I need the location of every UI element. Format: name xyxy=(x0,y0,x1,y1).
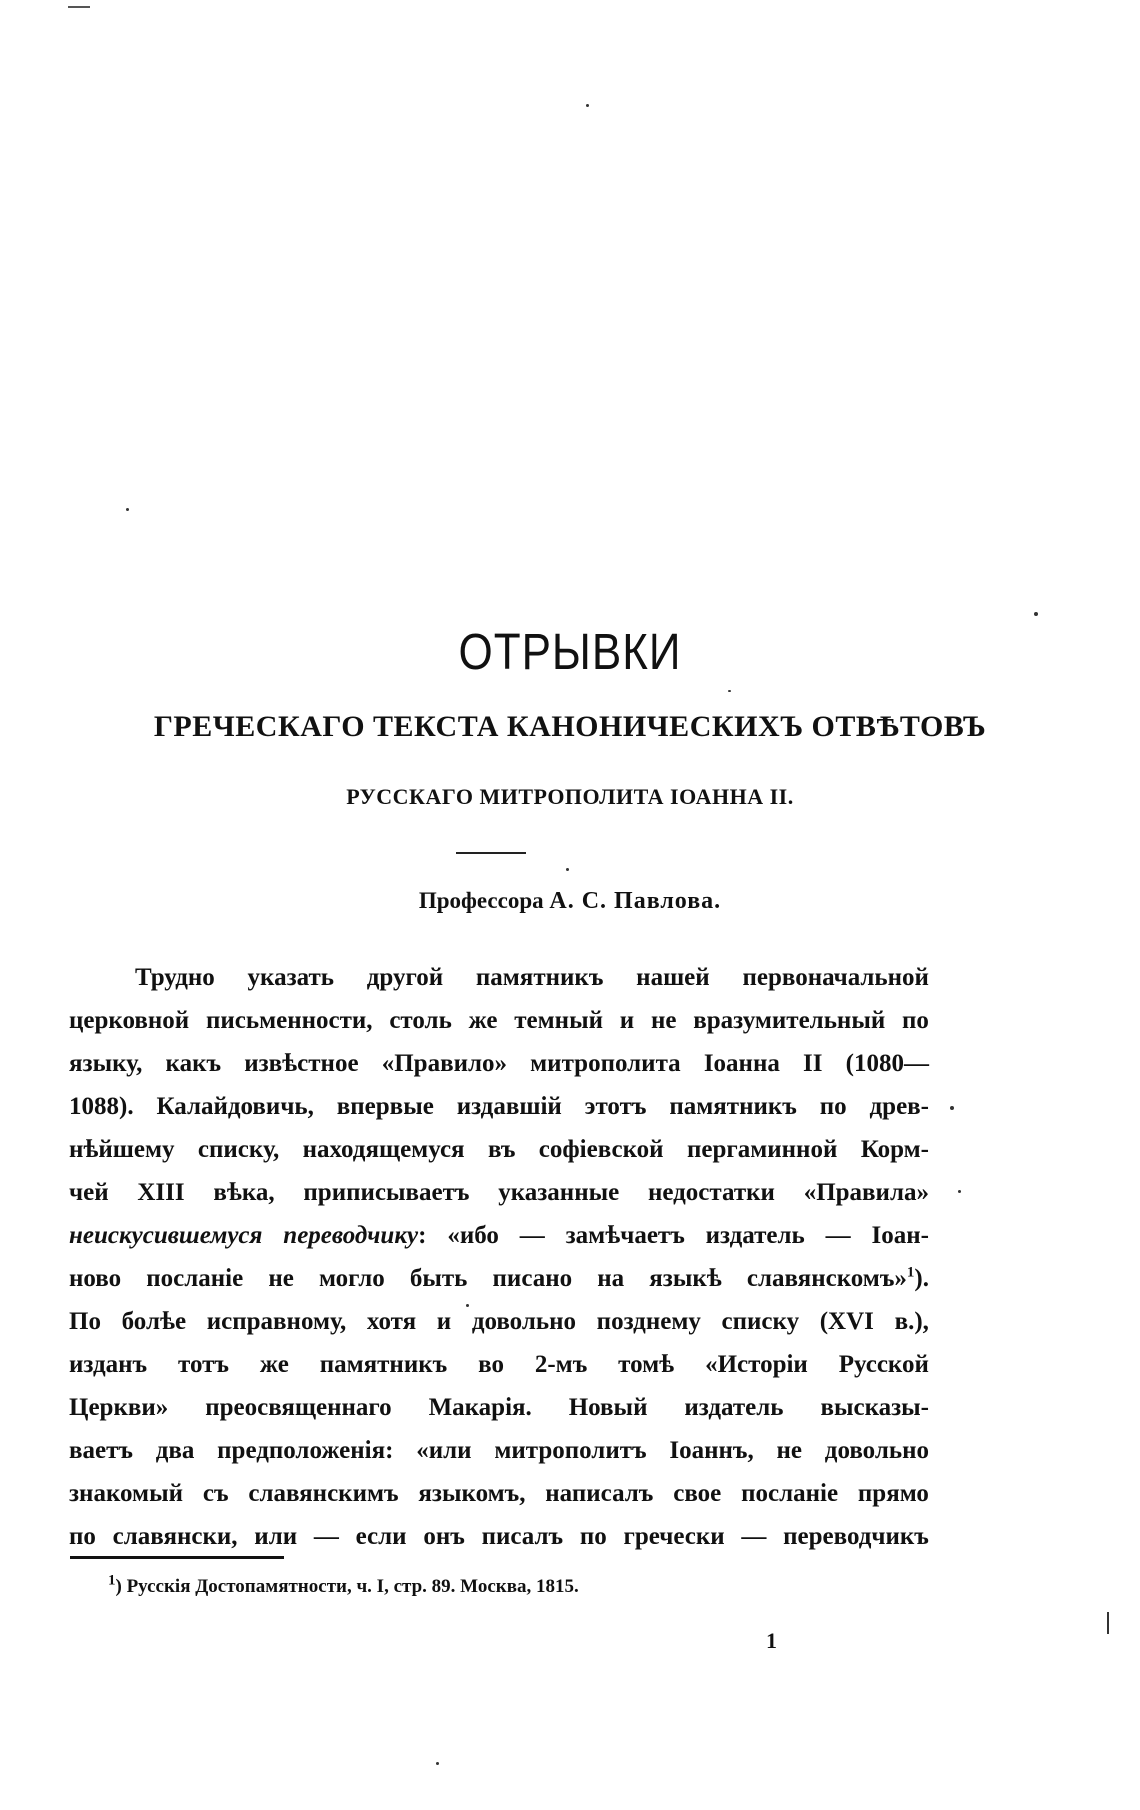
word: указать xyxy=(247,964,334,991)
word: древ- xyxy=(869,1093,929,1120)
word: переводчикъ xyxy=(783,1523,929,1550)
text-line xyxy=(69,1222,929,1265)
word: нашей xyxy=(636,964,710,991)
word: извѣстное xyxy=(244,1050,359,1077)
word: не xyxy=(776,1437,803,1464)
word: этотъ xyxy=(584,1093,647,1120)
word: списку xyxy=(721,1308,800,1335)
scan-speck xyxy=(728,690,731,692)
word: в.), xyxy=(894,1308,929,1335)
scan-speck xyxy=(436,1762,439,1765)
word: онъ xyxy=(423,1523,465,1550)
word: темный xyxy=(514,1007,603,1034)
page-subtitle: ГРЕЧЕСКАГО ТЕКСТА КАНОНИЧЕСКИХЪ ОТВѢТОВЪ xyxy=(153,710,987,743)
word: славянскомъ»$^1$). xyxy=(746,1264,929,1292)
footnote-marker: 1 xyxy=(108,1572,116,1589)
scan-speck xyxy=(1034,612,1038,616)
word: Трудно xyxy=(135,964,215,991)
word: посланіе xyxy=(741,1480,839,1507)
word: ваетъ xyxy=(69,1437,133,1464)
body-text xyxy=(69,964,929,1566)
word: гречески xyxy=(623,1523,725,1550)
word: Макарія. xyxy=(428,1394,532,1421)
word: могло xyxy=(318,1265,385,1292)
word: или xyxy=(254,1523,298,1550)
word: во xyxy=(478,1351,504,1378)
word: быть xyxy=(409,1265,468,1292)
text-line xyxy=(69,1093,929,1136)
word: церковной xyxy=(69,1007,190,1034)
word: впервые xyxy=(336,1093,434,1120)
word: въ xyxy=(487,1136,516,1163)
text-line xyxy=(69,1437,929,1480)
text-line xyxy=(69,1351,929,1394)
word: пергаминной xyxy=(686,1136,838,1163)
word: находящемуся xyxy=(302,1136,465,1163)
text-line xyxy=(69,1179,929,1222)
word: Новый xyxy=(568,1394,648,1421)
word: чей xyxy=(69,1179,109,1206)
word: первоначальной xyxy=(742,964,929,991)
word: столь xyxy=(389,1007,452,1034)
word: на xyxy=(597,1265,625,1292)
word: — xyxy=(313,1523,339,1550)
word: издатель xyxy=(684,1394,784,1421)
word: — xyxy=(519,1222,545,1249)
word: и xyxy=(436,1308,452,1335)
word: митрополитъ xyxy=(494,1437,647,1464)
word: два xyxy=(155,1437,195,1464)
word: издавшій xyxy=(456,1093,562,1120)
word: «Правила» xyxy=(803,1179,929,1206)
text-line xyxy=(69,1308,929,1351)
title-divider xyxy=(456,852,526,854)
scan-speck xyxy=(126,508,129,511)
word: недостатки xyxy=(647,1179,775,1206)
word: прямо xyxy=(857,1480,929,1507)
word: издатель xyxy=(705,1222,805,1249)
word: языкѣ xyxy=(649,1265,722,1292)
page-number: 1 xyxy=(766,1628,777,1653)
footnote-ref: 1 xyxy=(906,1264,915,1281)
word: языкомъ, xyxy=(418,1480,526,1507)
word: не xyxy=(650,1007,677,1034)
word: по xyxy=(902,1007,929,1034)
word: (1080— xyxy=(845,1050,929,1077)
word: списку, xyxy=(197,1136,280,1163)
text-line xyxy=(69,964,929,1007)
word: памятникъ xyxy=(475,964,604,991)
word: языку, xyxy=(69,1050,143,1077)
word: по xyxy=(819,1093,847,1120)
scan-speck xyxy=(586,104,589,107)
word: хотя xyxy=(366,1308,417,1335)
word: если xyxy=(355,1523,407,1550)
word: митрополита xyxy=(530,1050,681,1077)
word: «Исторіи xyxy=(705,1351,808,1378)
word: довольно xyxy=(471,1308,577,1335)
text-line xyxy=(69,1480,929,1523)
word: нѣйшему xyxy=(69,1136,175,1163)
word: по xyxy=(579,1523,607,1550)
word: не xyxy=(268,1265,294,1292)
word: томѣ xyxy=(618,1351,675,1378)
author-name: А. С. Павлова. xyxy=(549,888,722,914)
scan-mark xyxy=(1107,1612,1109,1634)
word: позднему xyxy=(596,1308,701,1335)
word: написалъ xyxy=(545,1480,654,1507)
word: Іоаннъ, xyxy=(669,1437,754,1464)
footnote xyxy=(108,1572,579,1598)
word: съ xyxy=(202,1480,229,1507)
word: неискусившемуся xyxy=(69,1222,263,1249)
word: изданъ xyxy=(69,1351,148,1378)
word: памятникъ xyxy=(669,1093,797,1120)
text-line xyxy=(69,1523,929,1566)
word: болѣе xyxy=(121,1308,187,1335)
word: Іоанна xyxy=(703,1050,780,1077)
word: переводчику: xyxy=(283,1222,427,1249)
text-line xyxy=(69,1136,929,1179)
word: славянски, xyxy=(112,1523,238,1550)
word: писалъ xyxy=(481,1523,564,1550)
word: «ибо xyxy=(447,1222,499,1249)
word: «или xyxy=(416,1437,472,1464)
word: другой xyxy=(366,964,444,991)
word: преосвященнаго xyxy=(205,1394,392,1421)
scan-speck xyxy=(958,1190,961,1193)
word: и xyxy=(619,1007,635,1034)
word: замѣчаетъ xyxy=(565,1222,685,1249)
text-line xyxy=(69,1007,929,1050)
word: указанные xyxy=(498,1179,620,1206)
word: «Правило» xyxy=(381,1050,507,1077)
word: приписываетъ xyxy=(303,1179,470,1206)
word: XIII xyxy=(137,1179,185,1206)
footnote-text: ) Русскія Достопамятности, ч. I, стр. 89. Москва, 1815. xyxy=(115,1576,579,1597)
word: софіевской xyxy=(538,1136,664,1163)
word: вразумительный xyxy=(693,1007,886,1034)
word: предположенія: xyxy=(217,1437,394,1464)
word: вѣка, xyxy=(213,1179,275,1206)
author-prefix: Профессора xyxy=(418,888,544,913)
word: знакомый xyxy=(69,1480,184,1507)
footnote-divider xyxy=(70,1556,284,1559)
word: II xyxy=(803,1050,823,1077)
word: письменности, xyxy=(205,1007,373,1034)
scan-mark xyxy=(68,6,90,8)
word: Церкви» xyxy=(69,1394,169,1421)
word: писано xyxy=(492,1265,573,1292)
word: же xyxy=(468,1007,498,1034)
word: исправному, xyxy=(206,1308,347,1335)
word: Калайдовичь, xyxy=(156,1093,314,1120)
text-line xyxy=(69,1265,929,1308)
word: ново xyxy=(69,1265,122,1292)
page-title: ОТРЫВКИ xyxy=(458,624,682,681)
scan-speck xyxy=(566,868,569,871)
word: тотъ xyxy=(178,1351,229,1378)
word: — xyxy=(741,1523,767,1550)
word: памятникъ xyxy=(319,1351,448,1378)
word: Русской xyxy=(838,1351,929,1378)
word: довольно xyxy=(824,1437,929,1464)
word: Корм- xyxy=(860,1136,929,1163)
word: свое xyxy=(673,1480,722,1507)
word: какъ xyxy=(165,1050,222,1077)
word: по xyxy=(69,1523,96,1550)
author-line xyxy=(0,888,1140,915)
word: же xyxy=(259,1351,289,1378)
word: славянскимъ xyxy=(248,1480,399,1507)
word: (XVI xyxy=(819,1308,874,1335)
word: Іоан- xyxy=(871,1222,929,1249)
word: 1088). xyxy=(69,1093,134,1120)
text-line xyxy=(69,1050,929,1093)
word: — xyxy=(825,1222,851,1249)
text-line xyxy=(69,1394,929,1437)
page-subtitle-secondary: РУССКАГО МИТРОПОЛИТА ІОАННА II. xyxy=(346,784,794,809)
scan-speck xyxy=(950,1106,954,1110)
word: По xyxy=(69,1308,101,1335)
word: высказы- xyxy=(820,1394,929,1421)
word: посланіе xyxy=(146,1265,244,1292)
word: 2-мъ xyxy=(534,1351,588,1378)
